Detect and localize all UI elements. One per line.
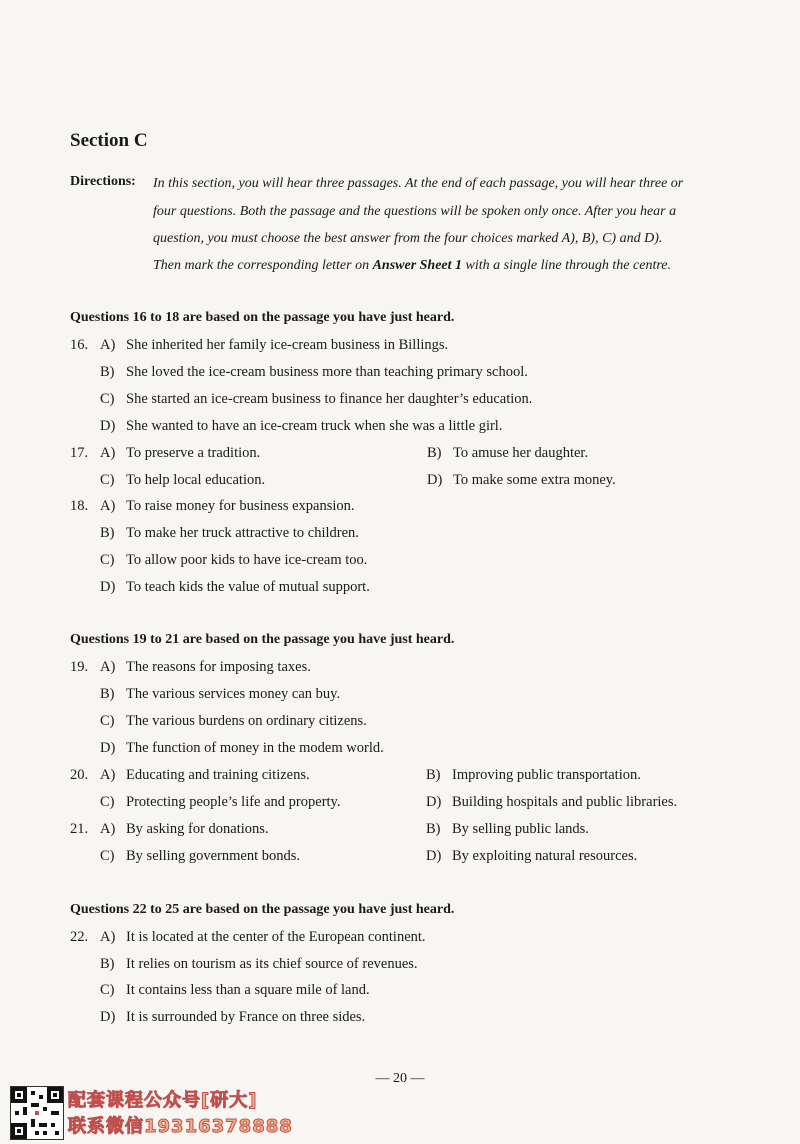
option-letter: B)	[100, 525, 115, 541]
q22-option-d	[100, 1009, 365, 1026]
q16-option-c	[100, 391, 532, 408]
watermark-line-1: 配套课程公众号[研大]	[68, 1090, 258, 1111]
option-letter: D)	[426, 794, 442, 810]
option-text: To preserve a tradition.	[126, 445, 261, 461]
option-text: It relies on tourism as its chief source of revenues.	[126, 956, 418, 972]
question-number: 18.	[70, 498, 89, 514]
option-text: She inherited her family ice-cream business in Billings.	[126, 337, 449, 353]
option-letter: A)	[100, 445, 116, 461]
option-letter: C)	[100, 391, 115, 407]
option-text: It is located at the center of the European continent.	[126, 929, 426, 945]
directions-text-b: with a single line through the centre.	[462, 258, 671, 273]
q18-option-b	[100, 525, 359, 542]
q22-option-b	[100, 956, 418, 973]
q17-option-a	[70, 445, 260, 462]
q19-option-b	[100, 686, 340, 703]
option-text: To make her truck attractive to children.	[126, 525, 359, 541]
option-text: The function of money in the modem world.	[126, 740, 384, 756]
q16-option-b	[100, 364, 528, 381]
q17-option-d	[427, 472, 616, 489]
option-letter: B)	[100, 686, 115, 702]
option-letter: A)	[100, 929, 116, 945]
option-letter: A)	[100, 659, 116, 675]
option-text: By selling government bonds.	[126, 848, 300, 864]
option-letter: B)	[427, 445, 442, 461]
question-number: 17.	[70, 445, 89, 461]
q20-option-b	[426, 767, 641, 784]
option-text: Educating and training citizens.	[126, 767, 310, 783]
option-text: To make some extra money.	[453, 472, 616, 488]
q17-option-c	[100, 472, 265, 489]
qr-code-image	[10, 1086, 64, 1140]
q18-option-d	[100, 579, 370, 596]
option-letter: D)	[426, 848, 442, 864]
option-text: She started an ice-cream business to finance her daughter’s education.	[126, 391, 533, 407]
directions-line-2: four questions. Both the passage and the questions will be spoken only once. After you hear a	[153, 204, 677, 219]
option-text: By exploiting natural resources.	[452, 848, 638, 864]
question-number: 22.	[70, 929, 89, 945]
q22-option-a	[70, 929, 426, 946]
option-text: To teach kids the value of mutual support.	[126, 579, 370, 595]
option-letter: D)	[100, 418, 116, 434]
q19-option-c	[100, 713, 367, 730]
directions-line-1: In this section, you will hear three passages. At the end of each passage, you will hear three or	[153, 176, 684, 191]
option-text: To raise money for business expansion.	[126, 498, 355, 514]
q16-option-a	[70, 337, 448, 354]
q21-option-c	[100, 848, 300, 865]
option-text: To allow poor kids to have ice-cream too.	[126, 552, 368, 568]
option-text: She loved the ice-cream business more than teaching primary school.	[126, 364, 528, 380]
watermark-line-2: 联系微信19316378888	[68, 1116, 293, 1137]
option-letter: C)	[100, 713, 115, 729]
directions-line-3: question, you must choose the best answer from the four choices marked A), B), C) and D).	[153, 231, 663, 246]
option-letter: D)	[100, 740, 116, 756]
q20-option-d	[426, 794, 677, 811]
question-number: 21.	[70, 821, 89, 837]
option-text: To help local education.	[126, 472, 266, 488]
question-number: 19.	[70, 659, 89, 675]
q20-option-a	[70, 767, 310, 784]
option-text: It contains less than a square mile of land.	[126, 982, 370, 998]
option-letter: C)	[100, 982, 115, 998]
group-heading-16-18: Questions 16 to 18 are based on the passage you have just heard.	[70, 310, 455, 325]
option-letter: B)	[426, 767, 441, 783]
page-number: — 20 —	[375, 1071, 425, 1086]
directions-label: Directions:	[70, 174, 136, 189]
option-letter: B)	[100, 956, 115, 972]
option-letter: C)	[100, 794, 115, 810]
option-text: The various services money can buy.	[126, 686, 341, 702]
option-letter: D)	[100, 579, 116, 595]
option-letter: D)	[100, 1009, 116, 1025]
option-letter: A)	[100, 821, 116, 837]
option-text: She wanted to have an ice-cream truck when she was a little girl.	[126, 418, 503, 434]
q18-option-c	[100, 552, 367, 569]
option-letter: B)	[100, 364, 115, 380]
option-text: Improving public transportation.	[452, 767, 641, 783]
group-heading-22-25: Questions 22 to 25 are based on the passage you have just heard.	[70, 902, 455, 917]
q21-option-a	[70, 821, 269, 838]
option-text: To amuse her daughter.	[453, 445, 589, 461]
option-letter: C)	[100, 552, 115, 568]
question-number: 20.	[70, 767, 89, 783]
directions-line-4	[153, 258, 671, 274]
option-text: Building hospitals and public libraries.	[452, 794, 678, 810]
option-letter: A)	[100, 498, 116, 514]
option-text: By asking for donations.	[126, 821, 269, 837]
option-letter: A)	[100, 337, 116, 353]
question-number: 16.	[70, 337, 89, 353]
group-heading-19-21: Questions 19 to 21 are based on the passage you have just heard.	[70, 632, 455, 647]
q22-option-c	[100, 982, 370, 999]
q21-option-d	[426, 848, 637, 865]
option-letter: C)	[100, 848, 115, 864]
answer-sheet-ref: Answer Sheet 1	[372, 258, 463, 273]
option-text: By selling public lands.	[452, 821, 589, 837]
q16-option-d	[100, 418, 502, 435]
option-text: It is surrounded by France on three sides.	[126, 1009, 366, 1025]
option-text: Protecting people’s life and property.	[126, 794, 341, 810]
q18-option-a	[70, 498, 355, 515]
option-letter: A)	[100, 767, 116, 783]
option-letter: B)	[426, 821, 441, 837]
option-text: The various burdens on ordinary citizens.	[126, 713, 367, 729]
q21-option-b	[426, 821, 589, 838]
section-title: Section C	[70, 130, 148, 151]
directions-text-a: Then mark the corresponding letter on	[153, 258, 373, 273]
q19-option-d	[100, 740, 384, 757]
q17-option-b	[427, 445, 588, 462]
q19-option-a	[70, 659, 311, 676]
q20-option-c	[100, 794, 340, 811]
option-text: The reasons for imposing taxes.	[126, 659, 311, 675]
option-letter: D)	[427, 472, 443, 488]
option-letter: C)	[100, 472, 115, 488]
